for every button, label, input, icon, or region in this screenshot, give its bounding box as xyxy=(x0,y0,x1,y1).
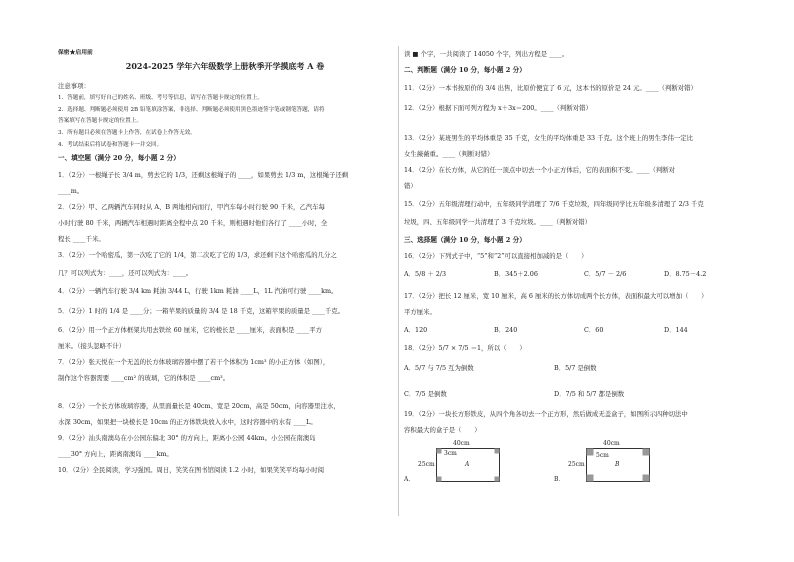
question-line: 几？可以列式为：____，还可以列式为：____。 xyxy=(58,269,193,277)
secret-label: 保密★启用前 xyxy=(58,50,93,56)
option-b: B．345＋2.06 xyxy=(494,270,538,278)
option-a: A．5/8 ＋ 2/3 xyxy=(404,270,447,278)
diagram-cut-label: 5cm xyxy=(596,452,609,459)
question-16: 16．（2分）下列式子中，“5”和“2”可以直接相加减的是（ ） xyxy=(404,252,588,260)
question-line: 小时行驶 80 千米，两辆汽车相遇时距离全程中点 20 千米，则相遇时他们各行了 ____小时，全 xyxy=(58,219,328,227)
question-line: 制作这个容器需要 ____cm² 的玻璃，它的体积是 ____cm³。 xyxy=(58,374,230,382)
diagram-height-label: 25cm xyxy=(418,461,435,468)
option-b: B．240 xyxy=(494,326,518,334)
option-b: B．5/7 是倒数 xyxy=(554,364,597,372)
question-line: 5．（2分）1 时的 1/4 是 ____分；一箱苹果的质量的 3/4 是 18 千克，这箱苹果的质量是 ____千克。 xyxy=(58,307,345,315)
judge-line: 13．（2分）某班男生的平均体重是 35 千克，女生的平均体重是 33 千克。这个班上的男生李伟一定比 xyxy=(404,134,694,142)
option-a: A．5/7 与 7/5 互为倒数 xyxy=(404,364,474,372)
diagram-a xyxy=(404,440,534,490)
note-item: 1．答题前，填写好自己的姓名、班级、考号等信息，请写在答题卡规定的位置上。 xyxy=(58,95,263,101)
diagram-b xyxy=(554,440,684,490)
question-line: 4．（2分）一辆汽车行驶 3/4 km 耗油 3/44 L，行驶 1km 耗油 ____L，1L 汽油可行驶 ____km。 xyxy=(58,287,338,295)
diagram-option-label: B． xyxy=(554,476,565,483)
diagram-letter: B xyxy=(615,461,620,468)
question-17: 17．（2分）把长 12 厘米，宽 10 厘米，高 6 厘米的长方体切成两个长方体，表面积最大可以增加（ ） xyxy=(404,292,708,300)
exam-title: 2024-2025 学年六年级数学上册秋季开学摸底考 A 卷 xyxy=(125,62,325,70)
question-18: 18．（2分）5/7 × 7/5 ＝1，所以（ ） xyxy=(404,344,526,352)
question-line: 程长 ____千米。 xyxy=(58,235,105,243)
question-line: 读 ■ 个字，一共阅读了 14050 个字，列出方程是 ____。 xyxy=(404,50,569,58)
judge-line: 15．（2分）五年级清理行动中，五年级同学清理了 7/6 千克垃圾，四年级同学比五年级多清理了 2/3 千克 xyxy=(404,200,704,208)
question-line: ____30° 方向上，距离南澳岛 ____km。 xyxy=(58,450,173,458)
option-c: C．5/7 － 2/6 xyxy=(584,270,627,278)
note-item: 答案填写在答题卡规定的位置上。 xyxy=(58,118,142,124)
judge-line: 11．（2分）一本书按原价的 3/4 出售，比原价便宜了 6 元，这本书的原价是 24 元。____（判断对错） xyxy=(404,84,697,92)
question-17: 平方厘米。 xyxy=(404,308,436,316)
option-c: C．7/5 是倒数 xyxy=(404,390,447,398)
option-d: D．7/5 和 5/7 都是倒数 xyxy=(554,390,625,398)
judge-line: 垃圾，四、五年级同学一共清理了 3 千克垃圾。____（判断对错） xyxy=(404,218,592,226)
column-divider xyxy=(398,46,399,516)
option-c: C．60 xyxy=(584,326,604,334)
question-line: 2．（2分）甲、乙两辆汽车同时从 A、B 两地相向而行，甲汽车每小时行驶 90 千米，乙汽车每 xyxy=(58,203,325,211)
judge-line: 错） xyxy=(404,182,417,190)
question-line: 1．（2分）一根绳子长 3/4 m，剪去它的 1/3，还剩这根绳子的 ____，如果剪去 1/3 m，这根绳子还剩 xyxy=(58,171,349,179)
option-d: D．144 xyxy=(664,326,688,334)
judge-line: 12．（2分）根据下面可列方程为 x＋3x＝200。____（判断对错） xyxy=(404,104,592,112)
diagram-height-label: 25cm xyxy=(568,461,585,468)
judge-line: 14．（2分）在长方体，从它的任一顶点中切去一个小正方体后，它的表面积不变。____（判断对 xyxy=(404,166,676,174)
question-line: 7．（2分）张天悦在一个无盖的长方体玻璃容器中摆了若干个体积为 1cm³ 的小正方体（如图）， xyxy=(58,358,330,366)
diagram-cut-label: 3cm xyxy=(444,450,457,457)
question-19: 容积最大的盒子是（ ） xyxy=(404,426,481,434)
question-line: 10．（2分）全民阅读，学习强国。周日，笑笑在图书馆阅读 1.2 小时，如果笑笑平均每小时阅 xyxy=(58,466,325,474)
note-item: 4．考试结束后将试卷和答题卡一并交回。 xyxy=(58,142,163,148)
option-a: A．120 xyxy=(404,326,428,334)
diagram-width-label: 40cm xyxy=(603,440,620,447)
diagram-option-label: A． xyxy=(404,476,415,483)
question-line: 6．（2分）用一个正方体框架共用去铁丝 60 厘米，它的棱长是 ____厘米，表面积是 ____平方 xyxy=(58,326,323,334)
question-line: 3．（2分）一个哈密瓜，第一次吃了它的 1/4，第二次吃了它的 1/3，求还剩下这个哈密瓜的几分之 xyxy=(58,251,337,259)
question-line: ____m。 xyxy=(58,187,84,195)
note-item: 3．所有题目必须在答题卡上作答，在试卷上作答无效。 xyxy=(58,130,196,136)
question-line: 水深 30cm，如果把一块棱长是 10cm 的正方体铁块放入水中，这时容器中的水有 ____L。 xyxy=(58,418,317,426)
notes-heading: 注意事项： xyxy=(58,82,90,90)
section2-heading: 二、判断题（满分 10 分，每小题 2 分） xyxy=(404,66,526,74)
section3-heading: 三、选择题（满分 10 分，每小题 2 分） xyxy=(404,236,526,244)
section1-heading: 一、填空题（满分 20 分，每小题 2 分） xyxy=(58,154,180,162)
judge-line: 女生薇薇重。____（判断对错） xyxy=(404,150,494,158)
diagram-letter: A xyxy=(465,461,470,468)
diagram-width-label: 40cm xyxy=(453,440,470,447)
question-line: 厘米。（接头忽略不计） xyxy=(58,342,126,350)
question-19: 19．（2分）一块长方形铁皮，从四个角各切去一个正方形，然后做成无盖盒子，如图所示四种切法中 xyxy=(404,410,688,418)
note-item: 2．选择题、判断题必须使用 2B 铅笔填涂答案，非选择、判断题必须使用黑色墨迹签字笔或钢笔答题，请将 xyxy=(58,107,325,113)
option-d: D．8.75－4.2 xyxy=(664,270,707,278)
question-line: 9．（2分）汕头南澳岛在小公园东偏北 30° 的方向上，距离小公园 44km。小公园在南澳岛 xyxy=(58,434,316,442)
question-line: 8．（2分）一个长方体玻璃容器，从里面量长是 40cm、宽是 20cm，高是 50cm，向容器里注水， xyxy=(58,402,340,410)
